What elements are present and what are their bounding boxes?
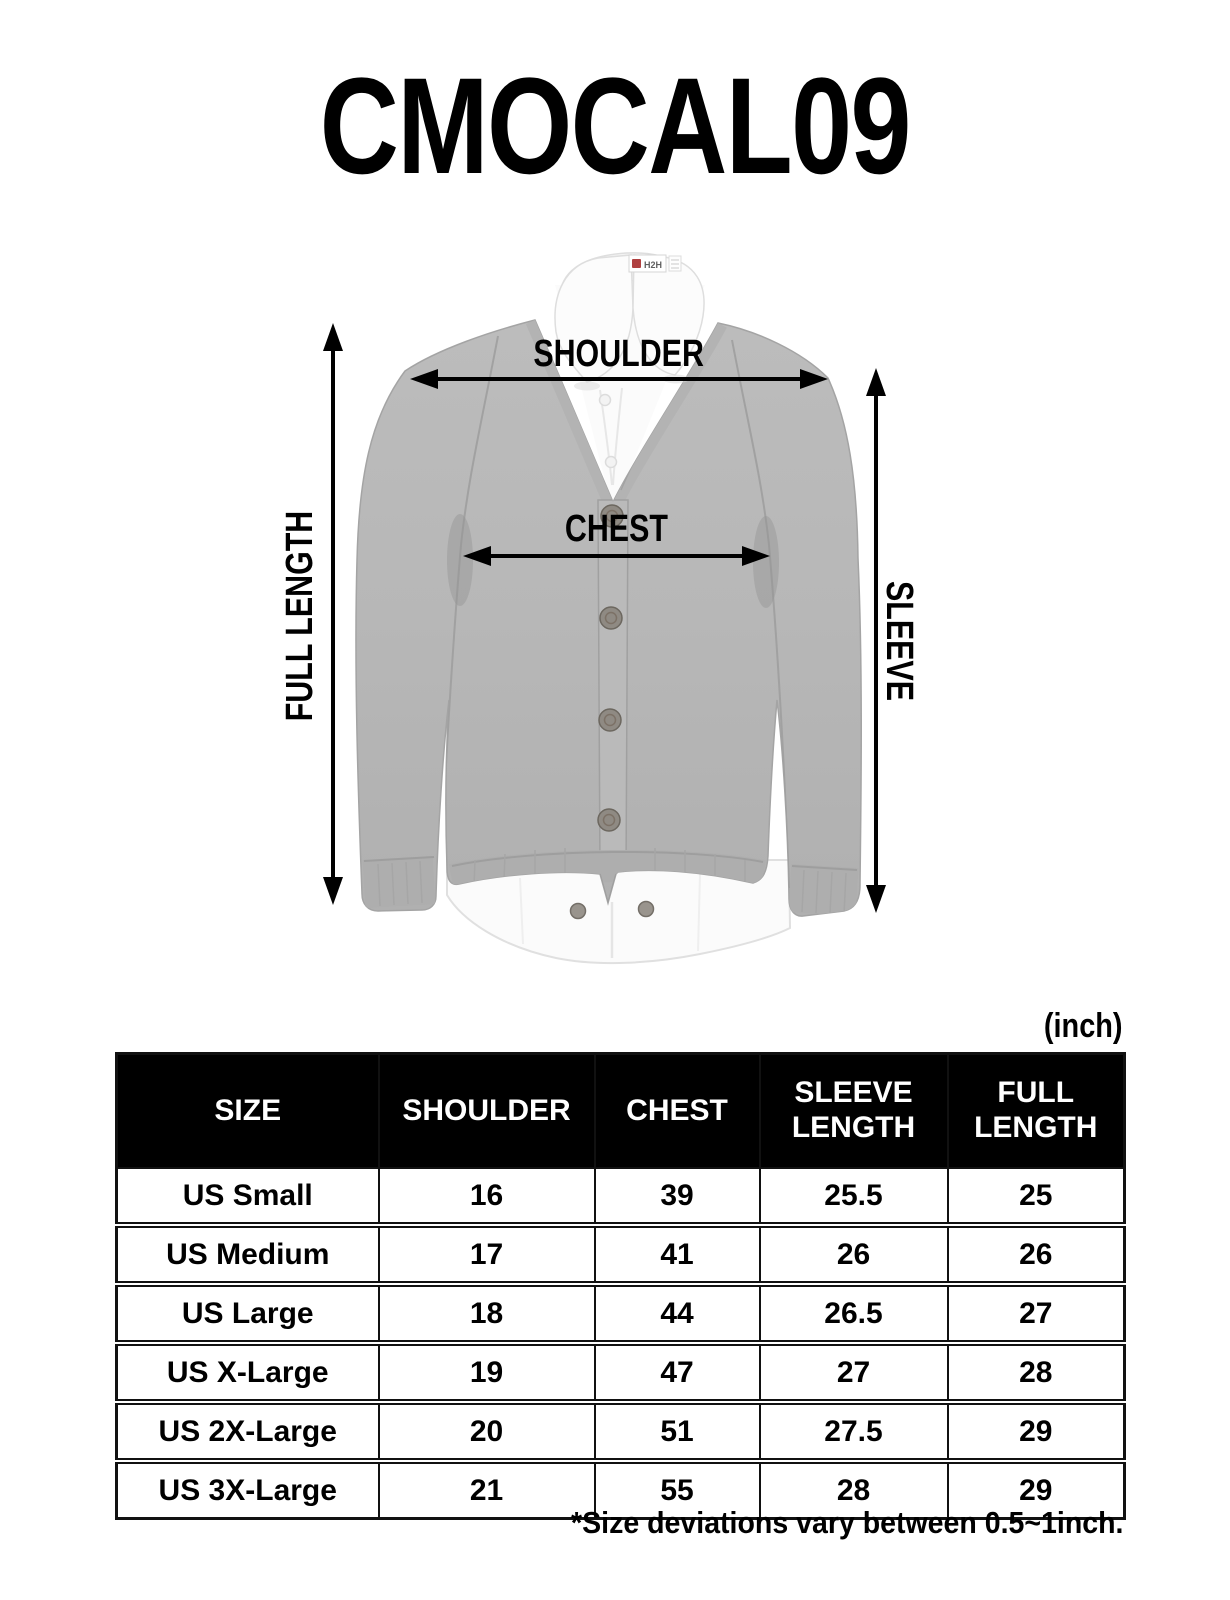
chest-cell: 39 xyxy=(595,1168,760,1225)
full-length-label: FULL LENGTH xyxy=(279,510,321,722)
full-length-cell: 28 xyxy=(948,1343,1125,1402)
table-row xyxy=(117,1168,1125,1225)
sleeve-length-cell: 28 xyxy=(760,1461,948,1519)
col-header-full-length: FULL LENGTH xyxy=(948,1054,1125,1169)
size-cell: US Small xyxy=(117,1168,379,1225)
table-row xyxy=(117,1402,1125,1461)
shoulder-cell: 19 xyxy=(379,1343,595,1402)
chest-cell: 55 xyxy=(595,1461,760,1519)
chest-cell: 47 xyxy=(595,1343,760,1402)
shoulder-cell: 20 xyxy=(379,1402,595,1461)
size-cell: US 2X-Large xyxy=(117,1402,379,1461)
size-chart-header xyxy=(117,1054,1125,1169)
collar-brand-label xyxy=(629,255,681,272)
brand-text: H2H xyxy=(644,260,663,270)
size-cell: US X-Large xyxy=(117,1343,379,1402)
sleeve-length-cell: 26 xyxy=(760,1225,948,1284)
units-label: (inch) xyxy=(1044,1007,1123,1045)
chest-cell: 41 xyxy=(595,1225,760,1284)
size-chart-table xyxy=(115,1052,1126,1520)
chest-label: CHEST xyxy=(564,508,668,550)
full-length-arrow xyxy=(323,323,343,905)
col-header-chest: CHEST xyxy=(595,1054,760,1169)
shirt-button xyxy=(600,395,611,406)
chest-cell: 51 xyxy=(595,1402,760,1461)
table-row xyxy=(117,1343,1125,1402)
size-cell: US Large xyxy=(117,1284,379,1343)
shoulder-cell: 16 xyxy=(379,1168,595,1225)
shoulder-label: SHOULDER xyxy=(533,333,705,375)
chest-cell: 44 xyxy=(595,1284,760,1343)
sleeve-label: SLEEVE xyxy=(878,581,920,701)
size-deviation-footnote: *Size deviations vary between 0.5~1inch. xyxy=(570,1505,1123,1540)
size-cell: US 3X-Large xyxy=(117,1461,379,1519)
full-length-cell: 27 xyxy=(948,1284,1125,1343)
sleeve-length-cell: 27.5 xyxy=(760,1402,948,1461)
shirt-button xyxy=(606,457,617,468)
full-length-cell: 26 xyxy=(948,1225,1125,1284)
size-cell: US Medium xyxy=(117,1225,379,1284)
shoulder-cell: 21 xyxy=(379,1461,595,1519)
table-row xyxy=(117,1284,1125,1343)
full-length-cell: 29 xyxy=(948,1402,1125,1461)
sleeve-length-cell: 25.5 xyxy=(760,1168,948,1225)
shoulder-cell: 18 xyxy=(379,1284,595,1343)
table-row xyxy=(117,1225,1125,1284)
sleeve-length-cell: 27 xyxy=(760,1343,948,1402)
col-header-size: SIZE xyxy=(117,1054,379,1169)
sleeve-length-cell: 26.5 xyxy=(760,1284,948,1343)
full-length-cell: 25 xyxy=(948,1168,1125,1225)
shoulder-cell: 17 xyxy=(379,1225,595,1284)
brand-logo-icon xyxy=(632,259,641,268)
col-header-shoulder: SHOULDER xyxy=(379,1054,595,1169)
full-length-cell: 29 xyxy=(948,1461,1125,1519)
page-title-text: CMOCAL09 xyxy=(319,50,911,203)
col-header-sleeve-length: SLEEVE LENGTH xyxy=(760,1054,948,1169)
